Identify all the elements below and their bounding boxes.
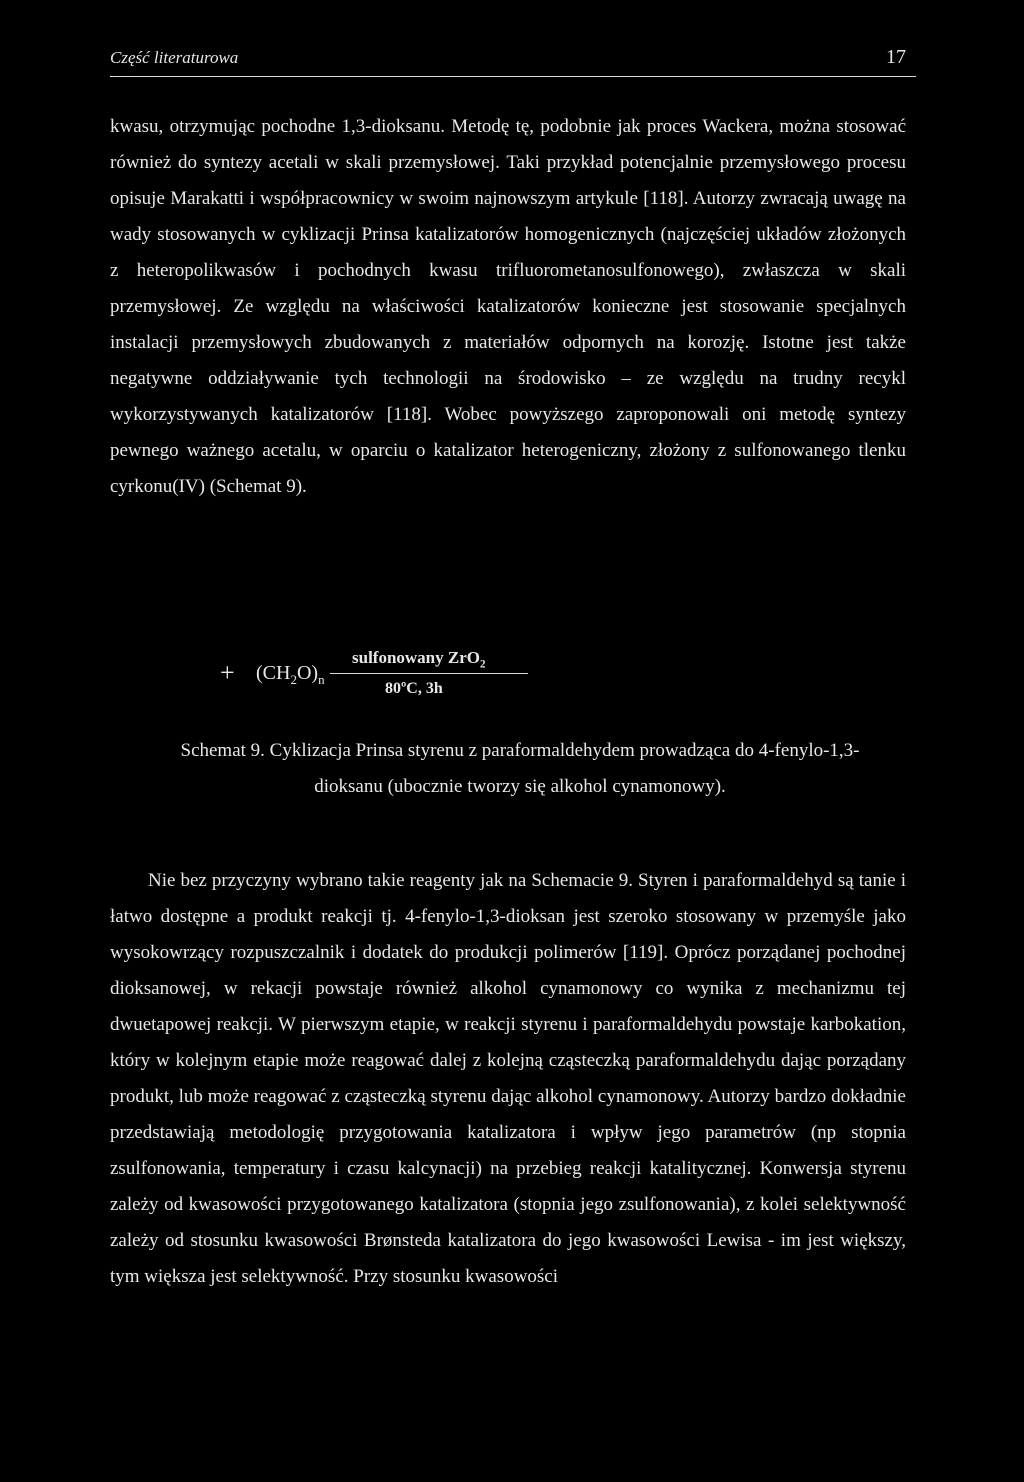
page-header xyxy=(110,46,916,76)
page-number: 17 xyxy=(886,46,906,68)
reagent-paraformaldehyde: $(CH_2O)_n$ xyxy=(256,662,325,687)
reaction-scheme xyxy=(200,640,600,710)
paragraph-1: kwasu, otrzymując pochodne 1,3-dioksanu. Metodę tę, podobnie jak proces Wackera, można stosować również do syntezy acetali w skali przemysłowej. Taki przykład potencjalnie przemysłowego procesu opisuje Marakatti i współpracownicy w swoim najnowszym artykule [118]. Autorzy zwracają uwagę na wady stosowanych w cyklizacji Prinsa katalizatorów homogenicznych (najczęściej układów złożonych z heteropolikwasów i pochodnych kwasu trifluorometanosulfonowego), zwłaszcza w skali przemysłowej. Ze względu na właściwości katalizatorów konieczne jest stosowanie specjalnych instalacji przemysłowych zbudowanych z materiałów odpornych na korozję. Istotne jest także negatywne oddziaływanie tych technologii na środowisko – ze względu na trudny recykl wykorzystywanych katalizatorów [118]. Wobec powyższego zaproponowali oni metodę syntezy pewnego ważnego acetalu, w oparciu o katalizator heterogeniczny, złożony z sulfonowanego tlenku cyrkonu(IV) (Schemat 9). xyxy=(110,116,906,497)
scheme-caption: Schemat 9. Cyklizacja Prinsa styrenu z paraformaldehydem prowadząca do 4-fenylo-1,3-dioksanu (ubocznie tworzy się alkohol cynamonowy). xyxy=(180,740,860,797)
paragraph-2: Nie bez przyczyny wybrano takie reagenty jak na Schemacie 9. Styren i paraformaldehyd są tanie i łatwo dostępne a produkt reakcji tj. 4-fenylo-1,3-dioksan jest szeroko stosowany w przemyśle jako wysokowrzący rozpuszczalnik i dodatek do produkcji polimerów [119]. Oprócz porządanej pochodnej dioksanowej, w rekacji powstaje również alkohol cynamonowy co wynika z mechanizmu tej dwuetapowej reakcji. W pierwszym etapie, w reakcji styrenu i paraformaldehydu powstaje karbokation, który w kolejnym etapie może reagować dalej z kolejną cząsteczką paraformaldehydu dając porządany produkt, lub może reagować z cząsteczką styrenu dając alkohol cynamonowy. Autorzy bardzo dokładnie przedstawiają metodologię przygotowania katalizatora i wpływ jego parametrów (np stopnia zsulfonowania, temperatury i czasu kalcynacji) na przebieg reakcji katalitycznej. Konwersja styrenu zależy od kwasowości przygotowanego katalizatora (stopnia jego zsulfonowania), z kolei selektywność zależy od stosunku kwasowości Brønsteda katalizatora do jego kwasowości Lewisa - im jest większy, tym większa jest selektywność. Przy stosunku kwasowości xyxy=(110,870,906,1287)
reaction-arrow xyxy=(330,673,528,674)
header-rule xyxy=(110,76,916,77)
conditions-label: 80ºC, 3h xyxy=(385,680,443,697)
header-title: Część literaturowa xyxy=(110,48,239,67)
catalyst-label: sulfonowany ZrO$_2$ xyxy=(352,648,486,671)
plus-sign: + xyxy=(220,658,235,687)
